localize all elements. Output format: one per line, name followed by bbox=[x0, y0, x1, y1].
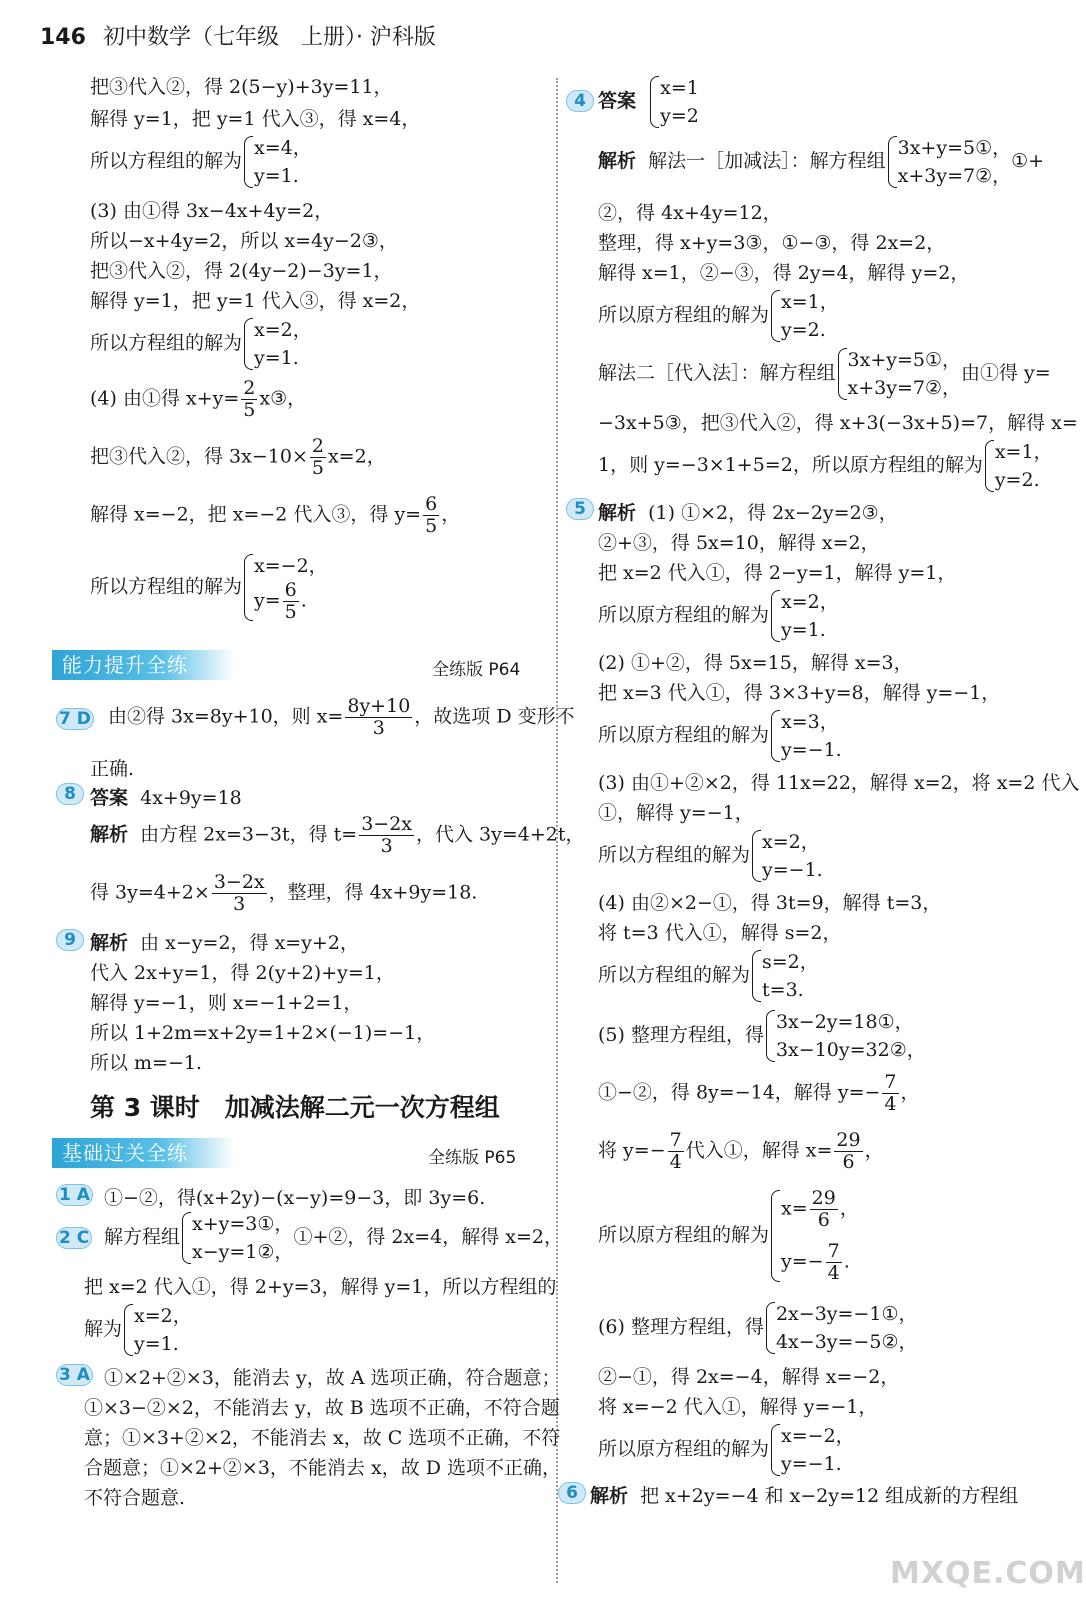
analysis-label: 解析 bbox=[598, 502, 637, 524]
solution-line: 所以原方程组的解为 x=1， y=2. bbox=[598, 288, 839, 344]
analysis-label: 解析 bbox=[590, 1485, 629, 1507]
watermark: MXQE.COM bbox=[890, 1556, 1086, 1591]
text-line: ①−②，得(x+2y)−(x−y)=9−3，即 3y=6. bbox=[104, 1187, 486, 1209]
question-badge-3: 3 A bbox=[56, 1364, 93, 1386]
fraction-line: 解析 由方程 2x=3−3t，得 t= $\frac{3-2x}{3}$ ，代入 3y=4+2t， bbox=[90, 813, 585, 857]
text-line: −3x+5③，把③代入②，得 x+3(−3x+5)=7，解得 x= bbox=[598, 412, 1078, 434]
answer-label: 答案 bbox=[598, 90, 637, 112]
text-line: 合题意；①×2+②×3，不能消去 x，故 D 选项不正确， bbox=[84, 1457, 562, 1479]
question-badge-4: 4 bbox=[566, 90, 594, 112]
section-banner-basic: 基础过关全练 bbox=[52, 1138, 234, 1168]
text-line: 所以 1+2m=x+2y=1+2×(−1)=−1， bbox=[90, 1022, 436, 1044]
solution-line: 所以原方程组的解为 x=−2， y=−1. bbox=[598, 1422, 855, 1478]
analysis-label: 解析 bbox=[90, 823, 129, 846]
equation-system: x=2， y=1. bbox=[769, 588, 839, 644]
system-line: 解析 解法一［加减法］：解方程组 3x+y=5①， x+3y=7②， ①+ bbox=[598, 134, 1044, 190]
fraction: $\frac{7}{4}$ bbox=[669, 1129, 682, 1173]
system-line: 解法二［代入法］：解方程组 3x+y=5①， x+3y=7②， 由①得 y= bbox=[598, 346, 1051, 402]
text-line: ①×3−②×2，不能消去 y，故 B 选项不正确，不符合题 bbox=[84, 1397, 560, 1419]
question-badge-8: 8 bbox=[56, 783, 84, 805]
text-line: 解得 x=1，②−③，得 2y=4，解得 y=2， bbox=[598, 262, 970, 284]
text-line: 把③代入②，得 2(4y−2)−3y=1， bbox=[90, 260, 393, 282]
text-line: ②，得 4x+4y=12， bbox=[598, 202, 782, 224]
equation-system: 3x+y=5①， x+3y=7②， bbox=[886, 134, 1012, 190]
text-line: ②−①，得 2x=−4，解得 x=−2， bbox=[598, 1366, 900, 1388]
section-banner-ability: 能力提升全练 bbox=[52, 650, 234, 680]
answer-line: 答案 4x+9y=18 bbox=[90, 787, 242, 809]
text-line: ①，解得 y=−1， bbox=[598, 802, 754, 824]
text-line: 把 x=2 代入①，得 2+y=3，解得 y=1，所以方程组的 bbox=[84, 1276, 557, 1298]
answer-line bbox=[598, 74, 699, 130]
solution-line: 所以原方程组的解为 x= $\frac{29}{6}$ ， y=− $\frac{7}{4}$ . bbox=[598, 1187, 859, 1284]
fraction-line: 得 3y=4+2× $\frac{3-2x}{3}$ ，整理，得 4x+9y=18. bbox=[90, 871, 478, 915]
text-line: 代入 2x+y=1，得 2(y+2)+y=1， bbox=[90, 962, 395, 984]
text-line: 不符合题意. bbox=[84, 1487, 186, 1509]
analysis-line: 解析 把 x+2y=−4 和 x−2y=12 组成新的方程组 bbox=[590, 1485, 1019, 1507]
system-line: (6) 整理方程组，得 2x−3y=−1①， 4x−3y=−5②， bbox=[598, 1300, 917, 1356]
solution-line: 所以方程组的解为 x=4， y=1. bbox=[90, 134, 312, 190]
text-line: (3) 由①得 3x−4x+4y=2， bbox=[90, 200, 334, 222]
fraction: $\frac{2}{5}$ bbox=[311, 435, 324, 479]
system-line: (5) 整理方程组，得 3x−2y=18①， 3x−10y=32②， bbox=[598, 1008, 926, 1064]
analysis-label: 解析 bbox=[598, 150, 637, 172]
fraction: $\frac{3-2x}{3}$ bbox=[361, 813, 413, 857]
analysis-line: 解析 (1) ①×2，得 2x−2y=2③， bbox=[598, 502, 898, 524]
analysis-line: 解析 由 x−y=2，得 x=y+2， bbox=[90, 932, 359, 954]
solution-line: 1，则 y=−3×1+5=2，所以原方程组的解为 x=1， y=2. bbox=[598, 438, 1053, 494]
text-line: (2) ①+②，得 5x=15，解得 x=3， bbox=[598, 652, 913, 674]
page-reference: 全练版 P64 bbox=[432, 660, 521, 680]
analysis-label: 解析 bbox=[90, 932, 129, 954]
book-title: 初中数学（七年级 上册）· 沪科版 bbox=[102, 25, 436, 50]
answer-label: 答案 bbox=[90, 787, 129, 809]
equation-system: x=1， y=2. bbox=[769, 288, 839, 344]
fraction: $\frac{7}{4}$ bbox=[884, 1071, 897, 1115]
text-line: 解得 y=−1，则 x=−1+2=1， bbox=[90, 992, 363, 1014]
text-line: 将 x=−2 代入①，解得 y=−1， bbox=[598, 1396, 878, 1418]
text-line: 把③代入②，得 2(5−y)+3y=11， bbox=[90, 76, 393, 98]
equation-system: x+y=3①， x−y=1②， bbox=[180, 1210, 293, 1266]
equation-system: x=−2， y=−1. bbox=[769, 1422, 855, 1478]
text-line: 把 x=3 代入①，得 3×3+y=8，解得 y=−1， bbox=[598, 682, 1001, 704]
page-reference: 全练版 P65 bbox=[428, 1148, 517, 1168]
solution-line: 解为 x=2， y=1. bbox=[84, 1302, 192, 1358]
text-line: ①×2+②×3，能消去 y，故 A 选项正确，符合题意； bbox=[104, 1367, 561, 1389]
fraction-line: 把③代入②，得 3x−10× $\frac{2}{5}$ x=2， bbox=[90, 435, 386, 479]
text-line: 解得 y=1，把 y=1 代入③，得 x=2， bbox=[90, 290, 421, 312]
text-line: (3) 由①+②×2，得 11x=22，解得 x=2，将 x=2 代入 bbox=[598, 772, 1080, 794]
solution-line: 所以方程组的解为 x=2， y=−1. bbox=[598, 828, 823, 884]
equation-system: 3x−2y=18①， 3x−10y=32②， bbox=[764, 1008, 926, 1064]
fraction-line: ①−②，得 8y=−14，解得 y=− $\frac{7}{4}$ ， bbox=[598, 1071, 920, 1115]
solution-line: 所以原方程组的解为 x=2， y=1. bbox=[598, 588, 839, 644]
system-line: 解方程组 x+y=3①， x−y=1②， ①+②，得 2x=4，解得 x=2， bbox=[104, 1210, 563, 1266]
equation-system: x=2， y=−1. bbox=[750, 828, 823, 884]
question-badge-9: 9 bbox=[56, 929, 84, 951]
text-line: 所以 m=−1. bbox=[90, 1052, 203, 1074]
text-line: 解得 y=1，把 y=1 代入③，得 x=4， bbox=[90, 108, 421, 130]
solution-line: 所以原方程组的解为 x=3， y=−1. bbox=[598, 708, 842, 764]
equation-system: x=2， y=1. bbox=[122, 1302, 192, 1358]
text-line: 整理，得 x+y=3③，①−③，得 2x=2， bbox=[598, 232, 946, 254]
equation-system: x=−2， y= $\frac{6}{5}$ . bbox=[242, 552, 328, 623]
text-line: ②+③，得 5x=10，解得 x=2， bbox=[598, 532, 880, 554]
equation-system: 3x+y=5①， x+3y=7②， bbox=[836, 346, 962, 402]
solution-line: 所以方程组的解为 x=2， y=1. bbox=[90, 316, 312, 372]
page-header bbox=[40, 20, 436, 51]
equation-system: x=3， y=−1. bbox=[769, 708, 842, 764]
equation-system: x=2， y=1. bbox=[242, 316, 312, 372]
text-line: 所以−x+4y=2，所以 x=4y−2③， bbox=[90, 230, 398, 252]
fraction: $\frac{2}{5}$ bbox=[243, 377, 256, 421]
question-badge-6: 6 bbox=[558, 1482, 586, 1504]
lesson-title: 第 3 课时 加减法解二元一次方程组 bbox=[90, 1093, 500, 1122]
equation-system: x=1 y=2 bbox=[648, 74, 699, 130]
question-badge-2: 2 C bbox=[56, 1227, 92, 1249]
fraction-line: (4) 由①得 x+y= $\frac{2}{5}$ x③， bbox=[90, 377, 307, 421]
equation-system: x=4， y=1. bbox=[242, 134, 312, 190]
equation-system: x=1， y=2. bbox=[983, 438, 1053, 494]
fraction-line: 将 y=− $\frac{7}{4}$ 代入①，解得 x= $\frac{29}{6}$ ， bbox=[598, 1129, 884, 1173]
equation-system: 2x−3y=−1①， 4x−3y=−5②， bbox=[764, 1300, 918, 1356]
fraction-line: 由②得 3x=8y+10，则 x= $\frac{8y+10}{3}$ ，故选项 D 变形不 bbox=[108, 695, 575, 739]
text-line: 意；①×3+②×2，不能消去 x，故 C 选项不正确，不符 bbox=[84, 1427, 561, 1449]
solution-line: 所以方程组的解为 x=−2， y= $\frac{6}{5}$ . bbox=[90, 552, 328, 623]
equation-system: x= $\frac{29}{6}$ ， y=− $\frac{7}{4}$ . bbox=[769, 1188, 859, 1284]
question-badge-5: 5 bbox=[566, 498, 594, 520]
fraction: $\frac{8y+10}{3}$ bbox=[347, 695, 411, 739]
text-line: 将 t=3 代入①，解得 s=2， bbox=[598, 922, 842, 944]
text-line: (4) 由②×2−①，得 3t=9，解得 t=3， bbox=[598, 892, 942, 914]
fraction: $\frac{29}{6}$ bbox=[836, 1129, 861, 1173]
text-line: 把 x=2 代入①，得 2−y=1，解得 y=1， bbox=[598, 562, 957, 584]
fraction-line: 解得 x=−2，把 x=−2 代入③，得 y= $\frac{6}{5}$ ， bbox=[90, 493, 461, 537]
equation-system: s=2， t=3. bbox=[750, 948, 819, 1004]
page-number: 146 bbox=[40, 25, 86, 50]
solution-line: 所以方程组的解为 s=2， t=3. bbox=[598, 948, 819, 1004]
question-badge-7: 7 D bbox=[56, 708, 94, 730]
fraction: $\frac{3-2x}{3}$ bbox=[213, 871, 265, 915]
text-line: 正确. bbox=[90, 758, 135, 780]
question-badge-1: 1 A bbox=[56, 1184, 93, 1206]
fraction: $\frac{6}{5}$ bbox=[425, 493, 438, 537]
